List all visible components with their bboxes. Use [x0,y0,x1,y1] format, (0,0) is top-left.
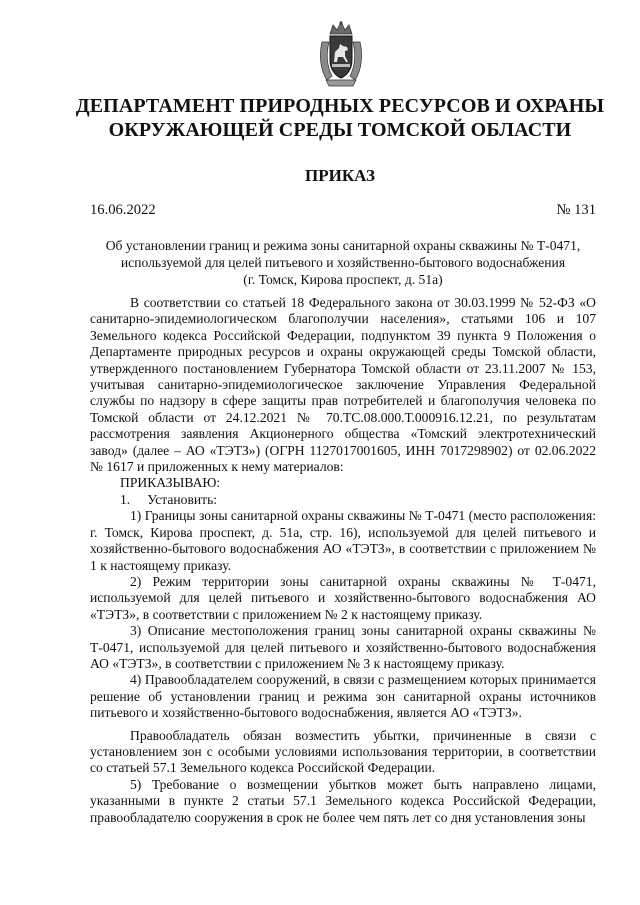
order-body [90,295,596,826]
department-title [40,94,640,142]
order-date: 16.06.2022 [90,202,156,218]
item-1 [90,492,596,508]
item-1-number: 1. [120,491,131,507]
department-title-line2: ОКРУЖАЮЩЕЙ СРЕДЫ ТОМСКОЙ ОБЛАСТИ [108,119,572,141]
document-type-title: ПРИКАЗ [305,166,375,185]
subject-line1: Об установлении границ и режима зоны санитарной охраны скважины № Т-0471, [105,238,581,253]
order-keyword: ПРИКАЗЫВАЮ: [120,475,221,491]
department-title-line1: ДЕПАРТАМЕНТ ПРИРОДНЫХ РЕСУРСОВ И ОХРАНЫ [75,95,605,117]
order-subject [90,237,596,288]
tomsk-region-coat-of-arms-icon [318,20,364,88]
order-number: № 131 [556,202,596,218]
subitem-5-paragraph: 5) Требование о возмещении убытков может быть направлено лицами, указанными в пункте 2 статьи 57.1 Земельного кодекса Российской Федерации, правообладателю сооружения в срок не более чем пять лет со дня установления зоны [90,776,596,825]
subject-line3: (г. Томск, Кирова проспект, д. 51а) [243,272,443,287]
date-number-row [90,201,596,219]
subject-line2: используемой для целей питьевого и хозяйственно-бытового водоснабжения [120,255,566,270]
subitem-1-paragraph: 1) Границы зоны санитарной охраны скважины № Т-0471 (место расположения: г. Томск, Кирова проспект, д. 51а, стр. 16), используемой для целей питьевого и хозяйственно-бытового водоснабжения АО «ТЭТЗ», в соответствии с приложением № 1 к настоящему приказу. [90,508,596,573]
subitem-3-paragraph: 3) Описание местоположения границ зоны санитарной охраны скважины № Т-0471, используемой для целей питьевого и хозяйственно-бытового водоснабжения АО «ТЭТЗ», в соответствии с приложением № 3 к настоящему приказу. [90,623,596,671]
item-1-label: Установить: [147,491,218,507]
subitem-4-extra-paragraph: Правообладатель обязан возместить убытки, причиненные в связи с установлением зон с особыми условиями использования территории, в соответствии со статьей 57.1 Земельного кодекса Российской Федерации. [90,727,596,776]
subitem-2-paragraph: 2) Режим территории зоны санитарной охраны скважины № Т-0471, используемой для целей питьевого и хозяйственно-бытового водоснабжения АО «ТЭТЗ», в соответствии с приложением № 2 к настоящему приказу. [90,573,596,622]
subitem-4-paragraph: 4) Правообладателем сооружений, в связи с размещением которых принимается решение об установлении границ и режима зон санитарной охраны источников питьевого и хозяйственно-бытового водоснабжения, является АО «ТЭТЗ». [90,672,596,721]
preamble-paragraph: В соответствии со статьей 18 Федерального закона от 30.03.1999 № 52-ФЗ «О санитарно-эпидемиологическом благополучии населения», статьями 106 и 107 Земельного кодекса Российской Федерации, подпунктом 39 пункта 9 Положения о Департаменте природных ресурсов и охраны окружающей среды Томской области, утвержденного постановлением Губернатора Томской области от 23.11.2007 № 153, учитывая санитарно-эпидемиологическое заключение Управления Федеральной службы по надзору в сфере защиты прав потребителей и благополучия человека по Томской области от 24.12.2021 № 70.ТС.08.000.Т.000916.12.21, по результатам рассмотрения заявления Акционерного общества «Томский электротехнический завод» (далее – АО «ТЭТЗ») (ОГРН 1127017001605, ИНН 7017298902) от 02.06.2022 № 1617 и приложенных к нему материалов: [90,295,596,475]
